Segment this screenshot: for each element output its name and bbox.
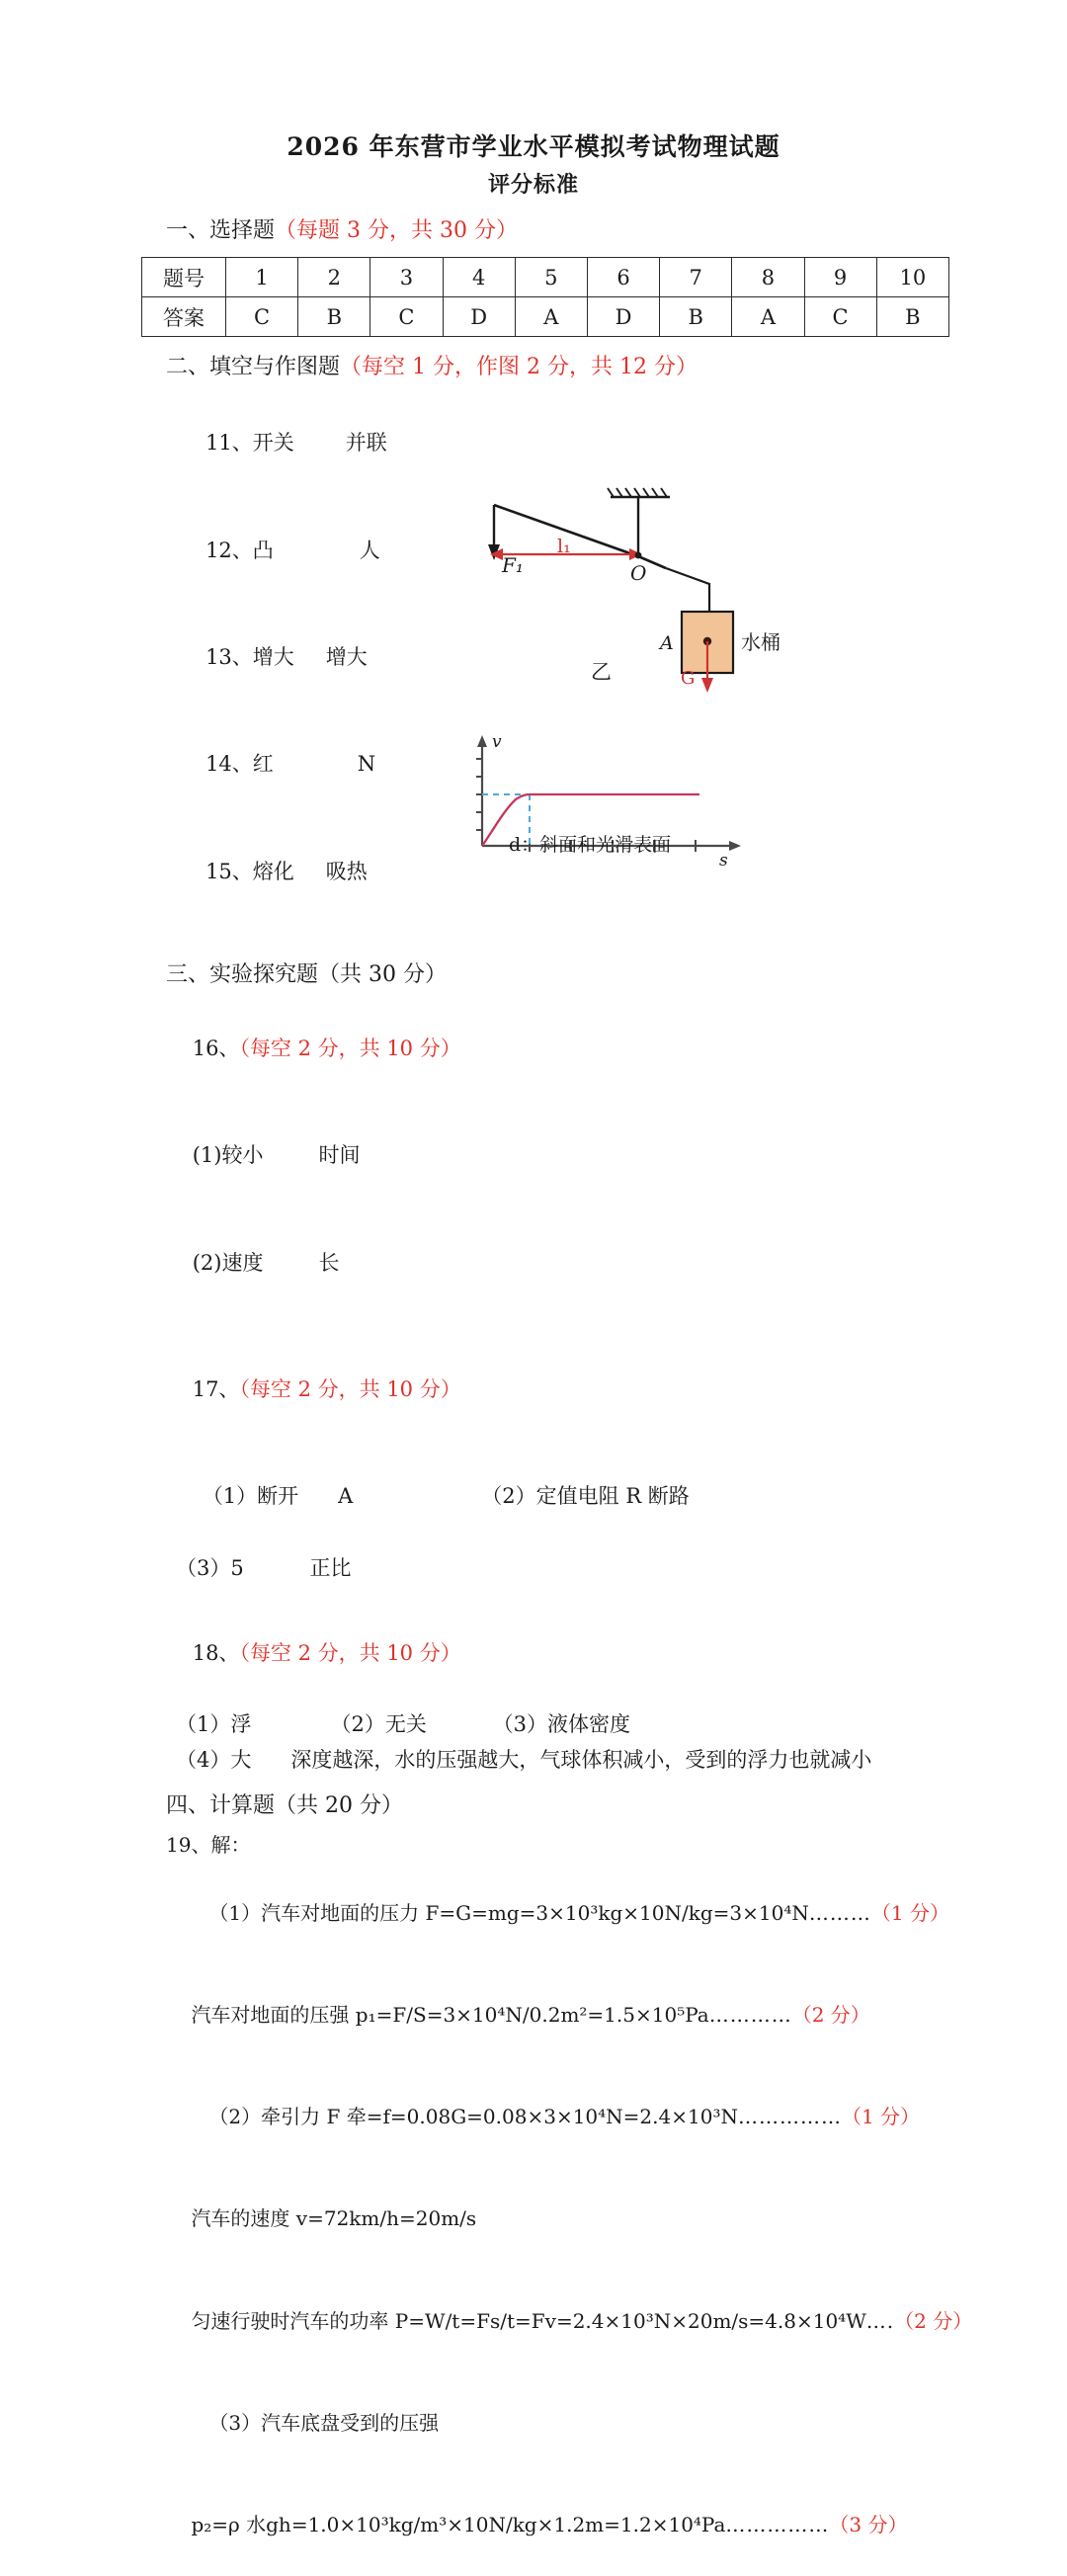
calc-line-text: （1）汽车对地面的压力 F=G=mg=3×10³kg×10N/kg=3×10⁴N [208, 1900, 809, 1925]
table-cell: 6 [587, 258, 659, 297]
page-title: 2026 年东营市学业水平模拟考试物理试题 [287, 132, 780, 161]
table-cell: A [515, 297, 587, 337]
item-answer-a: 增大 [252, 645, 294, 670]
answer-key-page [0, 131, 1067, 2536]
table-cell: B [298, 297, 370, 337]
table-cell: A [732, 297, 804, 337]
item-answer-a: 红 [252, 752, 274, 777]
table-cell: 8 [732, 258, 804, 297]
q16-row2-label: (2) [192, 1250, 222, 1275]
q17-row-2: （3）5 正比 [176, 1555, 352, 1580]
q16-row1-a: 较小 [221, 1143, 264, 1168]
section-2-heading-text: 二、填空与作图题 [166, 355, 341, 380]
table-cell: C [804, 297, 876, 337]
q17-row1-left: （1）断开 A [202, 1484, 354, 1509]
x-axis-arrow-icon [729, 841, 741, 851]
label-f1: F₁ [502, 553, 524, 577]
calc-line-score: （1 分） [841, 2105, 921, 2129]
table-cell: 4 [443, 258, 515, 297]
table-cell: B [876, 297, 948, 337]
q17-number: 17、 [192, 1376, 240, 1401]
item-answer-b: 吸热 [325, 859, 368, 883]
calc-line [166, 2474, 1067, 2576]
label-pivot-o: O [630, 561, 647, 585]
pivot-point-icon [635, 552, 642, 559]
item-answer-b: N [357, 752, 376, 777]
q18-row-1: （1）浮 （2）无关 （3）液体密度 [176, 1711, 630, 1736]
calc-line-dots: ………… [708, 2003, 792, 2028]
table-cell: 1 [226, 258, 298, 297]
multiple-choice-answer-table [141, 257, 949, 337]
q16-points: （每空 2 分，共 10 分） [239, 1037, 461, 1060]
calc-line-text: 汽车对地面的压强 p₁=F/S=3×10⁴N/0.2m²=1.5×10⁵Pa [191, 2003, 709, 2028]
q16-row-2 [166, 1209, 1067, 1316]
label-figure-yi: 乙 [591, 660, 612, 684]
calc-line-score: （2 分） [791, 2003, 870, 2028]
question-19-label: 19、解： [166, 1833, 251, 1858]
calc-line-text: （2）牵引力 F 牵=f=0.08G=0.08×3×10⁴N=2.4×10³N [208, 2105, 738, 2129]
calc-line-text: 匀速行驶时汽车的功率 P=W/t=Fs/t=Fv=2.4×10³N×20m/s=4.8×10⁴W [191, 2308, 866, 2333]
y-axis-arrow-icon [477, 735, 487, 747]
label-l1: l₁ [557, 536, 571, 557]
table-cell: C [370, 297, 443, 337]
y-axis-label: v [492, 732, 502, 752]
calc-line-text: p₂=ρ 水gh=1.0×10³kg/m³×10N/kg×1.2m=1.2×10⁴Pa [191, 2513, 726, 2536]
table-cell: C [226, 297, 298, 337]
q16-row2-b: 长 [318, 1250, 340, 1275]
calc-line-score: （2 分） [894, 2308, 973, 2333]
q16-row2-a: 速度 [221, 1250, 264, 1275]
section-2-heading [166, 351, 1067, 383]
label-point-a: A [660, 632, 674, 654]
calc-line-dots: ……… [808, 1900, 871, 1925]
label-weight-g: G [681, 668, 696, 689]
q16-row1-label: (1) [192, 1143, 222, 1168]
graph-caption: d：斜面和光滑表面 [509, 834, 672, 856]
table-cell: 5 [515, 258, 587, 297]
q16-number: 16、 [192, 1037, 240, 1060]
section-1-heading-text: 一、选择题 [166, 218, 276, 244]
table-row-answers [142, 297, 949, 337]
lever-diagram-svg [472, 485, 788, 698]
calc-line [166, 2270, 1067, 2371]
q18-points: （每空 2 分，共 10 分） [239, 1640, 461, 1665]
section-1-points: （每题 3 分，共 30 分） [275, 218, 518, 244]
calc-line-dots: …. [865, 2308, 895, 2333]
question-17-points [166, 1336, 1067, 1443]
calc-line [166, 2168, 1067, 2270]
calc-line-dots: …………… [737, 2105, 842, 2129]
table-cell: 9 [804, 258, 876, 297]
q17-points: （每空 2 分，共 10 分） [239, 1376, 461, 1401]
table-cell: 7 [660, 258, 732, 297]
section-1-heading [166, 214, 1067, 247]
item-number: 14、 [205, 752, 253, 777]
item-number: 15、 [205, 859, 253, 883]
item-number: 12、 [205, 538, 253, 562]
item-answer-b: 增大 [325, 645, 368, 670]
calc-line-text: 汽车的速度 v=72km/h=20m/s [191, 2206, 477, 2231]
list-item [166, 389, 1067, 496]
table-cell: D [587, 297, 659, 337]
label-bucket: 水桶 [741, 630, 780, 654]
item-answer-b: 并联 [345, 431, 387, 456]
lever-diagram [472, 485, 788, 698]
ceiling-support-icon [608, 488, 670, 497]
table-cell: 3 [370, 258, 443, 297]
item-answer-b: 人 [359, 538, 380, 562]
calc-line [184, 2066, 1067, 2168]
calc-line [166, 1964, 1067, 2066]
question-16-points [166, 995, 1067, 1102]
section-2-points: （每空 1 分，作图 2 分，共 12 分） [340, 355, 698, 380]
calc-line-text: （3）汽车底盘受到的压强 [208, 2410, 440, 2435]
table-cell: 10 [876, 258, 948, 297]
q17-row1-right: （2）定值电阻 R 断路 [481, 1484, 690, 1509]
calc-line-score: （1 分） [870, 1900, 949, 1925]
q16-row1-b: 时间 [318, 1143, 361, 1168]
item-answer-a: 开关 [252, 431, 294, 456]
table-cell: 2 [298, 258, 370, 297]
table-row-question-numbers [142, 258, 949, 297]
table-cell: D [443, 297, 515, 337]
q18-number: 18、 [192, 1640, 240, 1665]
calc-line [184, 1863, 1067, 1964]
row-header-answer: 答案 [142, 297, 226, 337]
calc-line-score: （3 分） [829, 2513, 908, 2536]
calc-line-dots: …………… [725, 2513, 830, 2536]
item-answer-a: 熔化 [252, 859, 294, 883]
page-subtitle: 评分标准 [487, 172, 579, 199]
item-number: 11、 [205, 431, 253, 456]
item-answer-a: 凸 [252, 538, 274, 562]
section-4-heading: 四、计算题（共 20 分） [166, 1793, 403, 1819]
section-3-heading: 三、实验探究题（共 30 分） [166, 961, 447, 987]
calc-line [184, 2371, 1067, 2473]
q18-row-2: （4）大 深度越深，水的压强越大，气球体积减小，受到的浮力也就减小 [176, 1748, 872, 1773]
q16-row-1 [166, 1102, 1067, 1208]
q17-row-1 [176, 1443, 1067, 1549]
item-number: 13、 [205, 645, 253, 670]
table-cell: B [660, 297, 732, 337]
x-axis-label: s [719, 851, 728, 868]
row-header-question: 题号 [142, 258, 226, 297]
question-18-points [166, 1600, 1067, 1706]
